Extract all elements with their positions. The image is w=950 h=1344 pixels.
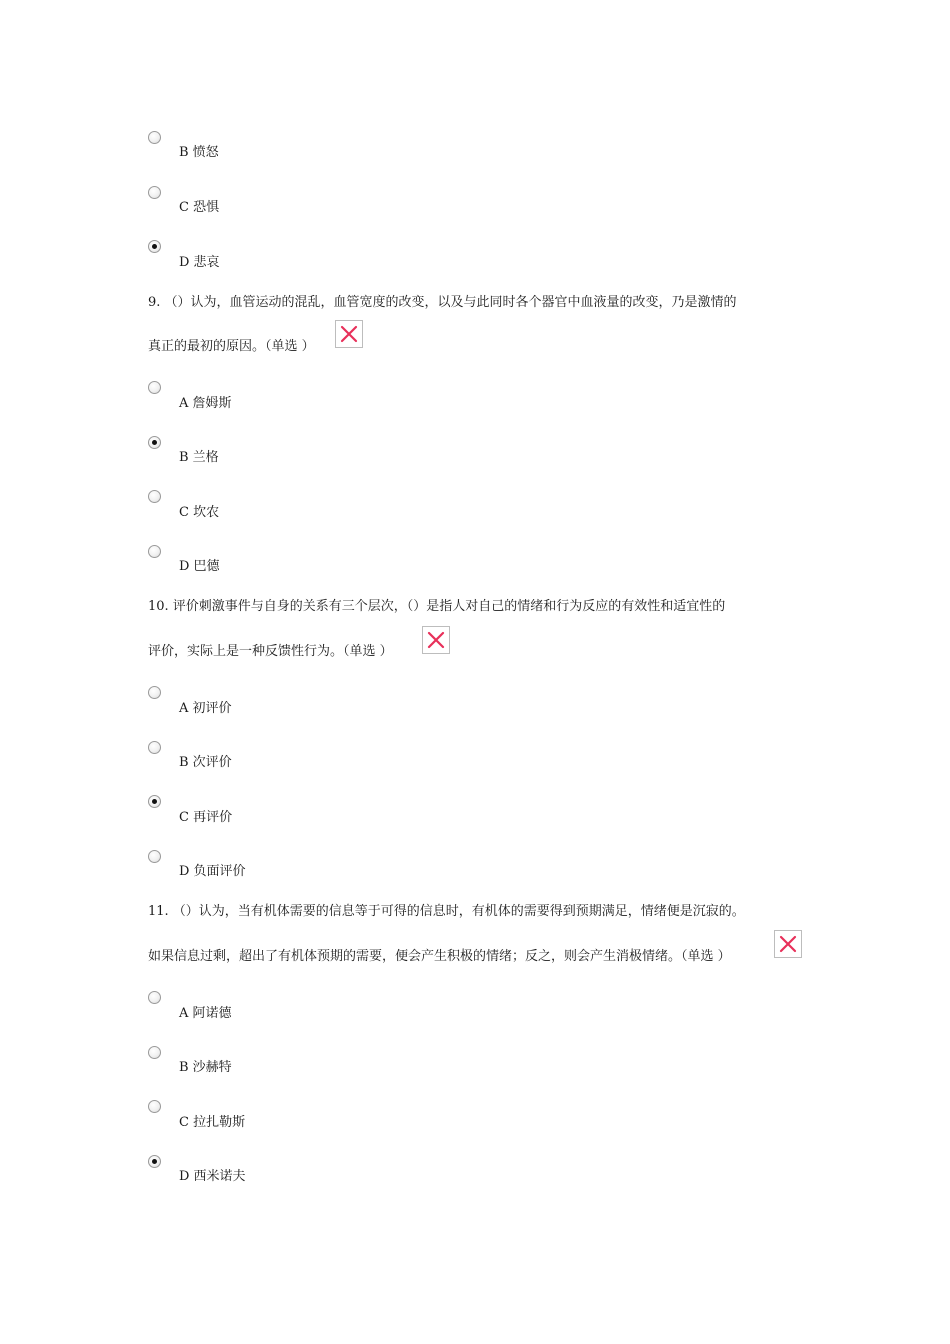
wrong-mark-icon [774, 930, 802, 958]
wrong-mark-icon [422, 626, 450, 654]
option-label-q9-c: C 坎农 [179, 505, 220, 520]
option-radio-q11-d[interactable] [148, 1155, 161, 1168]
option-label-q10-c: C 再评价 [179, 810, 233, 825]
option-label-q11-a: A 阿诺德 [179, 1006, 232, 1021]
option-label-q8-d: D 悲哀 [179, 255, 220, 270]
question-11-line-1: 11. （）认为，当有机体需要的信息等于可得的信息时，有机体的需要得到预期满足，情绪便是沉寂的。 [148, 904, 745, 919]
question-9-line-2: 真正的最初的原因。（单选 ） [148, 339, 315, 354]
option-label-q8-b: B 愤怒 [179, 145, 219, 160]
option-radio-q10-a[interactable] [148, 686, 161, 699]
option-radio-q9-c[interactable] [148, 490, 161, 503]
option-radio-q8-d[interactable] [148, 240, 161, 253]
option-radio-q11-a[interactable] [148, 991, 161, 1004]
option-radio-q10-b[interactable] [148, 741, 161, 754]
option-label-q9-d: D 巴德 [179, 559, 220, 574]
question-10-line-1: 10. 评价刺激事件与自身的关系有三个层次，（）是指人对自己的情绪和行为反应的有效性和适宜性的 [148, 599, 726, 614]
option-label-q10-d: D 负面评价 [179, 864, 246, 879]
option-radio-q10-c[interactable] [148, 795, 161, 808]
option-label-q11-c: C 拉扎勒斯 [179, 1115, 246, 1130]
option-radio-q9-d[interactable] [148, 545, 161, 558]
question-10-line-2: 评价，实际上是一种反馈性行为。（单选 ） [148, 644, 393, 659]
option-radio-q10-d[interactable] [148, 850, 161, 863]
option-radio-q11-b[interactable] [148, 1046, 161, 1059]
option-label-q10-b: B 次评价 [179, 755, 232, 770]
option-radio-q9-a[interactable] [148, 381, 161, 394]
option-radio-q11-c[interactable] [148, 1100, 161, 1113]
question-11-line-2: 如果信息过剩，超出了有机体预期的需要，便会产生积极的情绪；反之，则会产生消极情绪。（单选 ） [148, 949, 731, 964]
option-radio-q9-b[interactable] [148, 436, 161, 449]
option-label-q10-a: A 初评价 [179, 701, 232, 716]
option-label-q9-a: A 詹姆斯 [179, 396, 232, 411]
option-radio-q8-b[interactable] [148, 131, 161, 144]
option-label-q11-d: D 西米诺夫 [179, 1169, 246, 1184]
wrong-mark-icon [335, 320, 363, 348]
option-label-q9-b: B 兰格 [179, 450, 219, 465]
option-label-q8-c: C 恐惧 [179, 200, 220, 215]
option-label-q11-b: B 沙赫特 [179, 1060, 232, 1075]
question-9-line-1: 9. （）认为，血管运动的混乱，血管宽度的改变，以及与此同时各个器官中血液量的改变，乃是激情的 [148, 295, 737, 310]
option-radio-q8-c[interactable] [148, 186, 161, 199]
